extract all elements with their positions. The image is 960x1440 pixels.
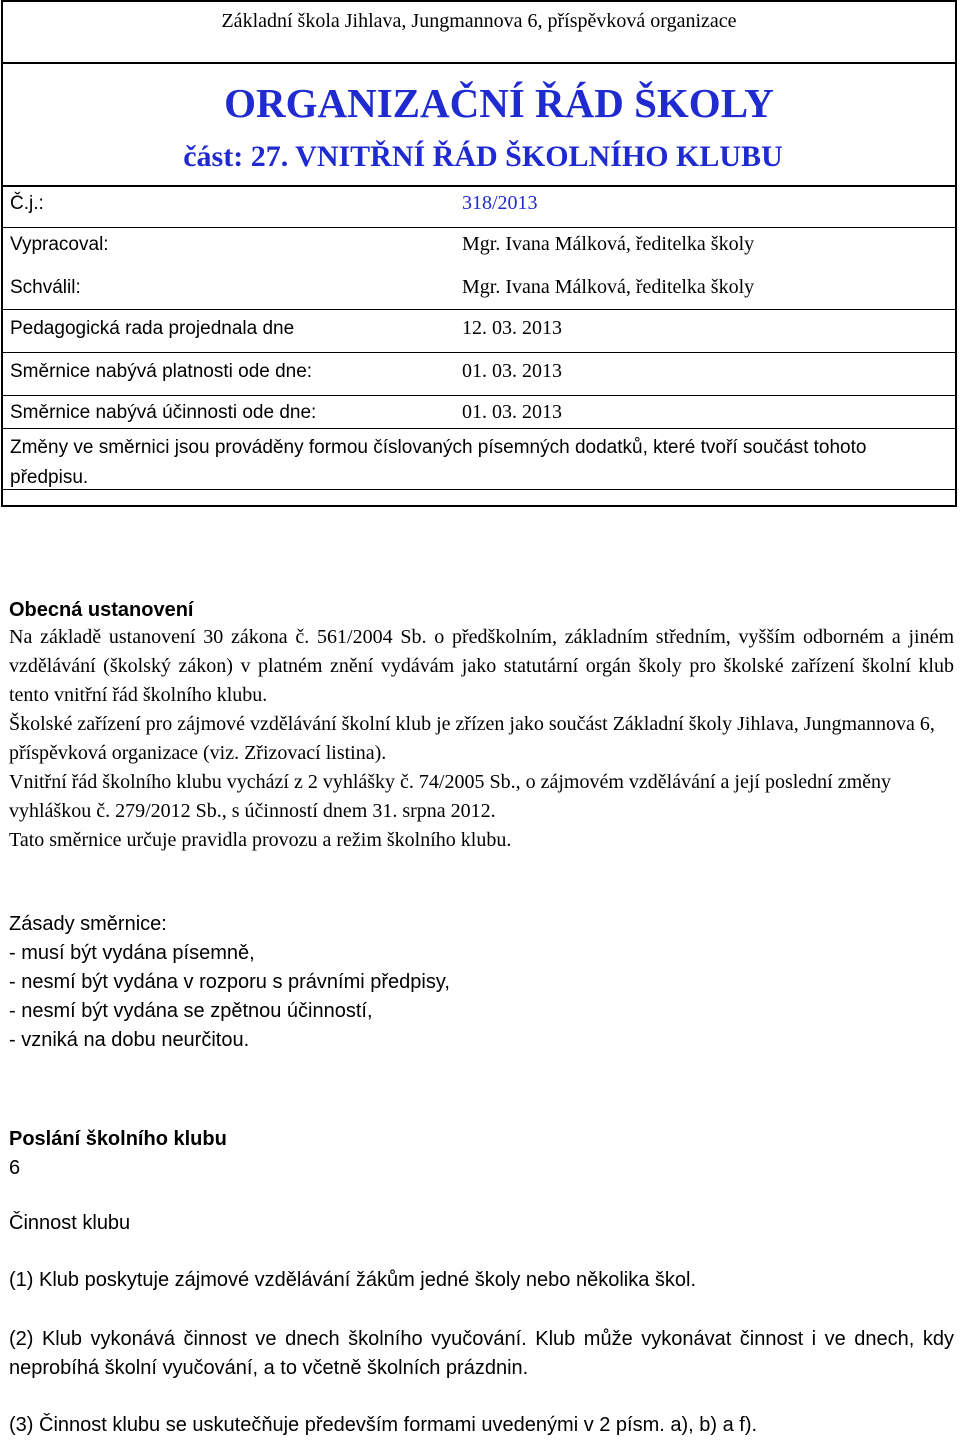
document-header [1, 0, 957, 507]
approved-by-value: Mgr. Ivana Málková, ředitelka školy [462, 276, 755, 298]
row-divider [3, 227, 955, 228]
principles-heading: Zásady směrnice: [9, 913, 167, 935]
document-title-text: ORGANIZAČNÍ ŘÁD ŠKOLY [224, 80, 774, 126]
approved-by-label: Schválil: [10, 277, 81, 298]
principle-item: - musí být vydána písemně, [9, 942, 255, 964]
general-paragraph-3: Vnitřní řád školního klubu vychází z 2 vyhlášky č. 74/2005 Sb., o zájmovém vzdělávání a její poslední změny vyhláškou č. 279/2012 Sb., s účinností dnem 31. srpna 2012. [9, 771, 892, 822]
mission-paragraph-ref: 6 [9, 1157, 21, 1179]
row-divider [3, 489, 955, 490]
ref-number-value: 318/2013 [462, 192, 538, 214]
mission-heading: Poslání školního klubu [9, 1128, 227, 1150]
general-heading: Obecná ustanovení [9, 599, 194, 621]
row-divider [3, 352, 955, 353]
activity-item-2: (2) Klub vykonává činnost ve dnech školního vyučování. Klub může vykonávat činnost i ve dnech, kdy neprobíhá školní vyučování, a to včetně školních prázdnin. [9, 1328, 954, 1379]
validity-date-label: Směrnice nabývá platnosti ode dne: [10, 361, 313, 382]
document-subtitle [3, 140, 959, 174]
council-date-value: 12. 03. 2013 [462, 317, 562, 339]
document-title [3, 79, 959, 127]
principle-item: - vzniká na dobu neurčitou. [9, 1029, 250, 1051]
header-divider [3, 185, 955, 187]
general-paragraph-1: Na základě ustanovení 30 zákona č. 561/2004 Sb. o předškolním, základním středním, vyšším odborném a jiném vzdělávání (školský zákon) v platném znění vydávám jako statutární orgán školy pro školské zařízení školní klub tento vnitřní řád školního klubu. [9, 626, 954, 706]
row-divider [3, 309, 955, 310]
council-date-label: Pedagogická rada projednala dne [10, 318, 295, 339]
header-divider [3, 62, 955, 64]
activity-heading: Činnost klubu [9, 1212, 131, 1234]
prepared-by-label: Vypracoval: [10, 234, 109, 255]
validity-date-value: 01. 03. 2013 [462, 360, 562, 382]
principle-item: - nesmí být vydána se zpětnou účinností, [9, 1000, 373, 1022]
principle-item: - nesmí být vydána v rozporu s právními předpisy, [9, 971, 450, 993]
ref-number-label: Č.j.: [10, 193, 44, 214]
effective-date-label: Směrnice nabývá účinnosti ode dne: [10, 402, 317, 423]
general-paragraph-4: Tato směrnice určuje pravidla provozu a režim školního klubu. [9, 829, 512, 851]
document-subtitle-text: část: 27. VNITŘNÍ ŘÁD ŠKOLNÍHO KLUBU [183, 140, 783, 173]
activity-item-3: (3) Činnost klubu se uskutečňuje především formami uvedenými v 2 písm. a), b) a f). [9, 1414, 758, 1436]
general-paragraph-2: Školské zařízení pro zájmové vzdělávání školní klub je zřízen jako součást Základní školy Jihlava, Jungmannova 6, příspěvková organizace (viz. Zřizovací listina). [9, 713, 935, 764]
change-note: Změny ve směrnici jsou prováděny formou číslovaných písemných dodatků, které tvoří součást tohoto předpisu. [10, 437, 867, 488]
school-name: Základní škola Jihlava, Jungmannova 6, příspěvková organizace [221, 10, 737, 32]
row-divider [3, 428, 955, 429]
effective-date-value: 01. 03. 2013 [462, 401, 562, 423]
row-divider [3, 395, 955, 396]
activity-item-1: (1) Klub poskytuje zájmové vzdělávání žákům jedné školy nebo několika škol. [9, 1269, 697, 1291]
prepared-by-value: Mgr. Ivana Málková, ředitelka školy [462, 233, 755, 255]
